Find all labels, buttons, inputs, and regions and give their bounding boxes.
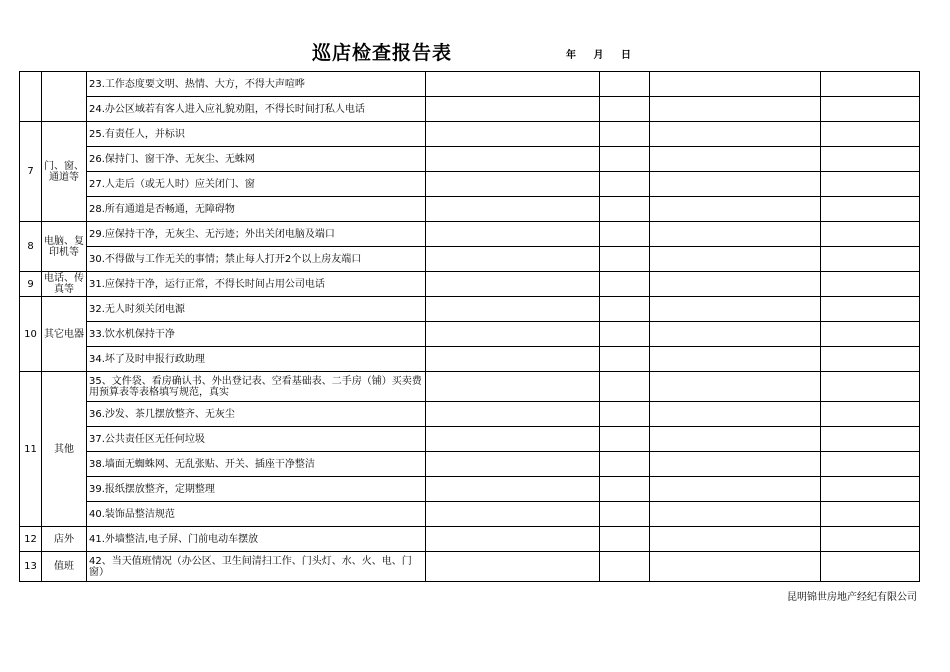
company-name: 昆明锦世房地产经纪有限公司	[787, 592, 917, 603]
result-cell[interactable]	[426, 322, 600, 347]
result-cell[interactable]	[426, 272, 600, 297]
result-cell[interactable]	[426, 97, 600, 122]
row-category: 电话、传真等	[42, 272, 87, 297]
sign-cell[interactable]	[821, 347, 920, 372]
score-cell[interactable]	[600, 247, 650, 272]
table-row	[20, 402, 920, 427]
result-cell[interactable]	[426, 427, 600, 452]
remark-cell[interactable]	[650, 527, 821, 552]
result-cell[interactable]	[426, 347, 600, 372]
score-cell[interactable]	[600, 172, 650, 197]
result-cell[interactable]	[426, 402, 600, 427]
check-item: 31.应保持干净，运行正常，不得长时间占用公司电话	[87, 272, 426, 297]
table-row	[20, 552, 920, 582]
score-cell[interactable]	[600, 297, 650, 322]
score-cell[interactable]	[600, 402, 650, 427]
table-row	[20, 452, 920, 477]
check-item: 39.报纸摆放整齐，定期整理	[87, 477, 426, 502]
table-row	[20, 502, 920, 527]
remark-cell[interactable]	[650, 147, 821, 172]
check-item: 23.工作态度要文明、热情、大方，不得大声喧哗	[87, 72, 426, 97]
sign-cell[interactable]	[821, 97, 920, 122]
score-cell[interactable]	[600, 427, 650, 452]
remark-cell[interactable]	[650, 347, 821, 372]
remark-cell[interactable]	[650, 172, 821, 197]
row-category: 电脑、复印机等	[42, 222, 87, 272]
table-row	[20, 297, 920, 322]
remark-cell[interactable]	[650, 502, 821, 527]
check-item: 38.墙面无蜘蛛网、无乱张贴、开关、插座干净整洁	[87, 452, 426, 477]
row-category: 店外	[42, 527, 87, 552]
result-cell[interactable]	[426, 502, 600, 527]
report-title: 巡店检查报告表	[312, 42, 453, 64]
sign-cell[interactable]	[821, 372, 920, 402]
table-row	[20, 272, 920, 297]
score-cell[interactable]	[600, 452, 650, 477]
sign-cell[interactable]	[821, 222, 920, 247]
table-row	[20, 197, 920, 222]
check-item: 36.沙发、茶几摆放整齐、无灰尘	[87, 402, 426, 427]
score-cell[interactable]	[600, 527, 650, 552]
row-number: 12	[20, 527, 42, 552]
remark-cell[interactable]	[650, 372, 821, 402]
score-cell[interactable]	[600, 477, 650, 502]
table-row	[20, 97, 920, 122]
result-cell[interactable]	[426, 197, 600, 222]
remark-cell[interactable]	[650, 272, 821, 297]
remark-cell[interactable]	[650, 552, 821, 582]
table-row	[20, 247, 920, 272]
sign-cell[interactable]	[821, 552, 920, 582]
row-category: 值班	[42, 552, 87, 582]
result-cell[interactable]	[426, 222, 600, 247]
date-field	[566, 46, 645, 61]
remark-cell[interactable]	[650, 97, 821, 122]
check-item: 26.保持门、窗干净、无灰尘、无蛛网	[87, 147, 426, 172]
table-row	[20, 147, 920, 172]
check-item: 24.办公区域若有客人进入应礼貌劝阻，不得长时间打私人电话	[87, 97, 426, 122]
sign-cell[interactable]	[821, 172, 920, 197]
score-cell[interactable]	[600, 552, 650, 582]
sign-cell[interactable]	[821, 452, 920, 477]
result-cell[interactable]	[426, 552, 600, 582]
result-cell[interactable]	[426, 122, 600, 147]
year-label: 年	[566, 50, 576, 61]
score-cell[interactable]	[600, 272, 650, 297]
score-cell[interactable]	[600, 72, 650, 97]
score-cell[interactable]	[600, 372, 650, 402]
remark-cell[interactable]	[650, 402, 821, 427]
remark-cell[interactable]	[650, 322, 821, 347]
score-cell[interactable]	[600, 502, 650, 527]
score-cell[interactable]	[600, 347, 650, 372]
check-item: 32.无人时须关闭电源	[87, 297, 426, 322]
result-cell[interactable]	[426, 72, 600, 97]
sign-cell[interactable]	[821, 297, 920, 322]
check-item: 40.装饰品整洁规范	[87, 502, 426, 527]
check-item: 41.外墙整洁,电子屏、门前电动车摆放	[87, 527, 426, 552]
sign-cell[interactable]	[821, 247, 920, 272]
result-cell[interactable]	[426, 527, 600, 552]
sign-cell[interactable]	[821, 477, 920, 502]
score-cell[interactable]	[600, 147, 650, 172]
check-item: 28.所有通道是否畅通，无障碍物	[87, 197, 426, 222]
row-number: 7	[20, 122, 42, 222]
table-row	[20, 122, 920, 147]
sign-cell[interactable]	[821, 122, 920, 147]
sign-cell[interactable]	[821, 527, 920, 552]
score-cell[interactable]	[600, 97, 650, 122]
check-item: 30.不得做与工作无关的事情；禁止每人打开2个以上房友端口	[87, 247, 426, 272]
result-cell[interactable]	[426, 247, 600, 272]
sign-cell[interactable]	[821, 322, 920, 347]
remark-cell[interactable]	[650, 122, 821, 147]
remark-cell[interactable]	[650, 197, 821, 222]
score-cell[interactable]	[600, 197, 650, 222]
remark-cell[interactable]	[650, 247, 821, 272]
sign-cell[interactable]	[821, 402, 920, 427]
table-row	[20, 372, 920, 402]
month-label: 月	[593, 50, 604, 61]
row-number	[20, 72, 42, 122]
result-cell[interactable]	[426, 477, 600, 502]
score-cell[interactable]	[600, 222, 650, 247]
sign-cell[interactable]	[821, 72, 920, 97]
result-cell[interactable]	[426, 452, 600, 477]
check-item: 42、当天值班情况（办公区、卫生间清扫工作、门头灯、水、火、电、门窗）	[87, 552, 426, 582]
check-item: 27.人走后（或无人时）应关闭门、窗	[87, 172, 426, 197]
remark-cell[interactable]	[650, 72, 821, 97]
check-item: 33.饮水机保持干净	[87, 322, 426, 347]
row-category	[42, 72, 87, 122]
sign-cell[interactable]	[821, 427, 920, 452]
row-number: 13	[20, 552, 42, 582]
remark-cell[interactable]	[650, 427, 821, 452]
table-row	[20, 172, 920, 197]
result-cell[interactable]	[426, 297, 600, 322]
check-item: 29.应保持干净，无灰尘、无污迹；外出关闭电脑及端口	[87, 222, 426, 247]
table-row	[20, 427, 920, 452]
table-row	[20, 347, 920, 372]
remark-cell[interactable]	[650, 222, 821, 247]
sign-cell[interactable]	[821, 197, 920, 222]
row-category: 门、窗、通道等	[42, 122, 87, 222]
check-item: 25.有责任人，并标识	[87, 122, 426, 147]
table-row	[20, 72, 920, 97]
table-row	[20, 477, 920, 502]
table-row	[20, 222, 920, 247]
check-item: 34.坏了及时申报行政助理	[87, 347, 426, 372]
inspection-table	[19, 71, 920, 582]
remark-cell[interactable]	[650, 477, 821, 502]
row-number: 9	[20, 272, 42, 297]
row-number: 10	[20, 297, 42, 372]
row-category: 其他	[42, 372, 87, 527]
remark-cell[interactable]	[650, 452, 821, 477]
remark-cell[interactable]	[650, 297, 821, 322]
row-category: 其它电器	[42, 297, 87, 372]
day-label: 日	[620, 50, 631, 61]
sign-cell[interactable]	[821, 272, 920, 297]
check-item: 37.公共责任区无任何垃圾	[87, 427, 426, 452]
score-cell[interactable]	[600, 122, 650, 147]
result-cell[interactable]	[426, 147, 600, 172]
check-item: 35、文件袋、看房确认书、外出登记表、空看基础表、二手房（铺）买卖费用预算表等表格填写规范，真实	[87, 372, 426, 402]
table-row	[20, 527, 920, 552]
row-number: 8	[20, 222, 42, 272]
result-cell[interactable]	[426, 372, 600, 402]
sign-cell[interactable]	[821, 502, 920, 527]
table-row	[20, 322, 920, 347]
score-cell[interactable]	[600, 322, 650, 347]
result-cell[interactable]	[426, 172, 600, 197]
row-number: 11	[20, 372, 42, 527]
sign-cell[interactable]	[821, 147, 920, 172]
